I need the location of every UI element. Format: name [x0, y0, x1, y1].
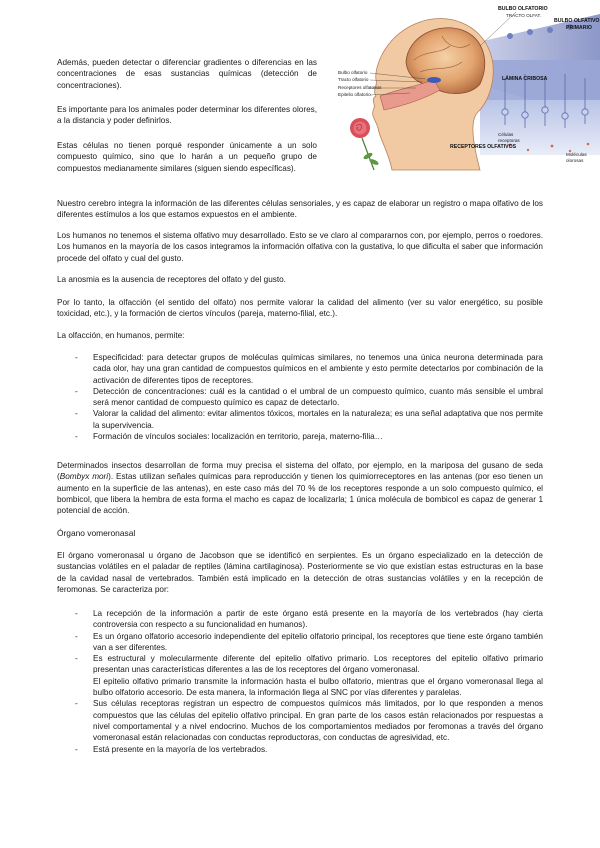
label-lamina: LÁMINA CRIBOSA [502, 76, 548, 82]
list-item: - Valorar la calidad del alimento: evitar alimentos tóxicos, mortales en la naturaleza; es una señal adaptativa que nos permite la supervivencia. [57, 408, 543, 431]
label-bottom-2: receptoras [498, 138, 520, 143]
species-name: Bombyx mori [59, 472, 109, 482]
olfactory-bulb [427, 77, 441, 83]
rose-illustration [350, 118, 379, 170]
label-bulbo-right-2: PRIMARIO [566, 25, 592, 31]
list-item-text: Es estructural y molecularmente diferente del epitelio olfativo primario. Los receptores del epitelio olfativo primario presentan unas características diferentes a las de los receptores del órgano vomeronasal. [93, 654, 543, 675]
list-item: - Está presente en la mayoría de los vertebrados. [57, 744, 543, 755]
label-bulbo-top-sub: TRACTO OLFAT. [506, 13, 542, 18]
list-item: - Formación de vínculos sociales: localización en territorio, pareja, materno-filia… [57, 431, 543, 442]
paragraph-gradientes: Además, pueden detectar o diferenciar gradientes o diferencias en las concentraciones de esas sustancias químicas (detección de concentraciones). [57, 58, 317, 90]
label-bottom-1: Células [498, 132, 514, 137]
label-left-1: Bulbo olfatorio [338, 70, 368, 75]
list-item: - Es un órgano olfatorio accesorio independiente del epitelio olfatorio principal, los receptores que tiene este órgano también van a ser diferentes. [57, 631, 543, 654]
olfactory-system-figure [330, 0, 600, 180]
paragraph-humanos: Los humanos no tenemos el sistema olfativo muy desarrollado. Esto se ve claro al compararnos con, por ejemplo, perros o roedores. Los humanos en la mayoría de los casos integramos la información olfativa con la gustativa, lo que dificulta el saber que información procede del olfato y cual del gusto. [57, 231, 543, 263]
insectos-text-b: ). Estas utilizan señales químicas para reproducción y tienen los quimiorreceptores en las antenas (por eso tienen un aumento en la superficie de las antenas), en este caso más del 70 % de los receptores responde a un solo compuesto químico, el bombicol, que libera la hembra de esta forma el macho es capaz de localizarla; 1 única molécula de bombicol es capaz de generar 1 potencial de acción. [57, 472, 543, 516]
list-item [57, 653, 543, 698]
list-vomeronasal [57, 608, 543, 755]
paragraph-anosmia: La anosmia es la ausencia de receptores del olfato y del gusto. [57, 275, 286, 284]
list-item: - Sus células receptoras registran un espectro de compuestos químicos más limitados, por lo que responden a menos compuestos que las células del epitelio olfativo principal. En gran parte de los casos están relacionados por respuestas a nivel comportamental y a nivel endocrino. Muchos de los comportamientos mediados por feromonas a través del órgano vomeronasal están relacionadas con conductas reproductoras, con conductas de agresividad, etc. [57, 698, 543, 743]
list-item: - Especificidad: para detectar grupos de moléculas químicas similares, no tenemos una única neurona determinada para cada olor, hay una gran cantidad de compuestos químicos en el ambiente y esto permite detectarlos por combinación de la activación de diferentes tipos de receptores. [57, 352, 543, 386]
label-left-4: Epitelio olfatorio [338, 92, 371, 97]
label-bulbo-top: BULBO OLFATORIO [498, 6, 548, 12]
label-left-2: Tracto olfatorio [338, 77, 369, 82]
paragraph-permite: La olfacción, en humanos, permite: [57, 331, 185, 340]
label-bottom-3: Moléculas [566, 152, 587, 157]
label-bulbo-right-1: BULBO OLFATIVO [554, 18, 600, 24]
paragraph-olores: Es importante para los animales poder determinar los diferentes olores, a la distancia y poder definirlos. [57, 105, 317, 126]
label-left-3: Receptores olfatorios [338, 85, 382, 90]
list-item-subparagraph: El epitelio olfativo primario transmite la información hasta el bulbo olfatorio, mientras que el órgano vomeronasal llega al bulbo olfatorio accesorio. De esta manera, la información llega al SNC por vías diferentes y paralelas. [93, 676, 543, 698]
label-receptores: RECEPTORES OLFATIVOS [450, 144, 517, 150]
paragraph-vomeronasal: El órgano vomeronasal u órgano de Jacobson que se identificó en serpientes. Es un órgano especializado en la detección de sustancias volátiles en el paladar de reptiles (lámina cartilaginosa). Posteriormente se vio que existían estas estructuras en la base de la cavidad nasal de vertebrados. También está implicado en la detección de otras sustancias volátiles y en la recepción de feromonas. Se caracteriza por: [57, 551, 543, 594]
paragraph-insectos [57, 460, 543, 516]
paragraph-mapa-olfativo: Nuestro cerebro integra la información de las diferentes células sensoriales, y es capaz de elaborar un registro o mapa olfativo de los diferentes estímulos a los que estamos expuestos en el ambiente. [57, 199, 543, 220]
section-heading-vomeronasal: Órgano vomeronasal [57, 528, 136, 538]
list-olfaccion [57, 352, 543, 442]
insectos-text-a: Determinados insectos desarrollan de forma muy precisa el sistema del olfato, por ejemplo, en la mariposa del gusano de seda ( [57, 461, 543, 482]
paragraph-compuestos: Estas células no tienen porqué responder únicamente a un solo compuesto químico, sino que lo harán a un pequeño grupo de compuestos medianamente similares (siguen siendo específicas). [57, 141, 317, 173]
paragraph-olfaccion: Por lo tanto, la olfacción (el sentido del olfato) nos permite valorar la calidad del alimento (ver su valor energético, su posible toxicidad, etc.), y la formación de ciertos vínculos (pareja, materno-filial, etc.). [57, 298, 543, 319]
list-item: - Detección de concentraciones: cuál es la cantidad o el umbral de un compuesto químico, cuanto más sensible el umbral será menor cantidad de compuesto químico es capaz de detectarlo. [57, 386, 543, 409]
list-item: - La recepción de la información a partir de este órgano está presente en la mayoría de los vertebrados (hay cierta controversia con respecto a su funcionalidad en humanos). [57, 608, 543, 631]
label-bottom-4: olorosas [566, 158, 584, 163]
